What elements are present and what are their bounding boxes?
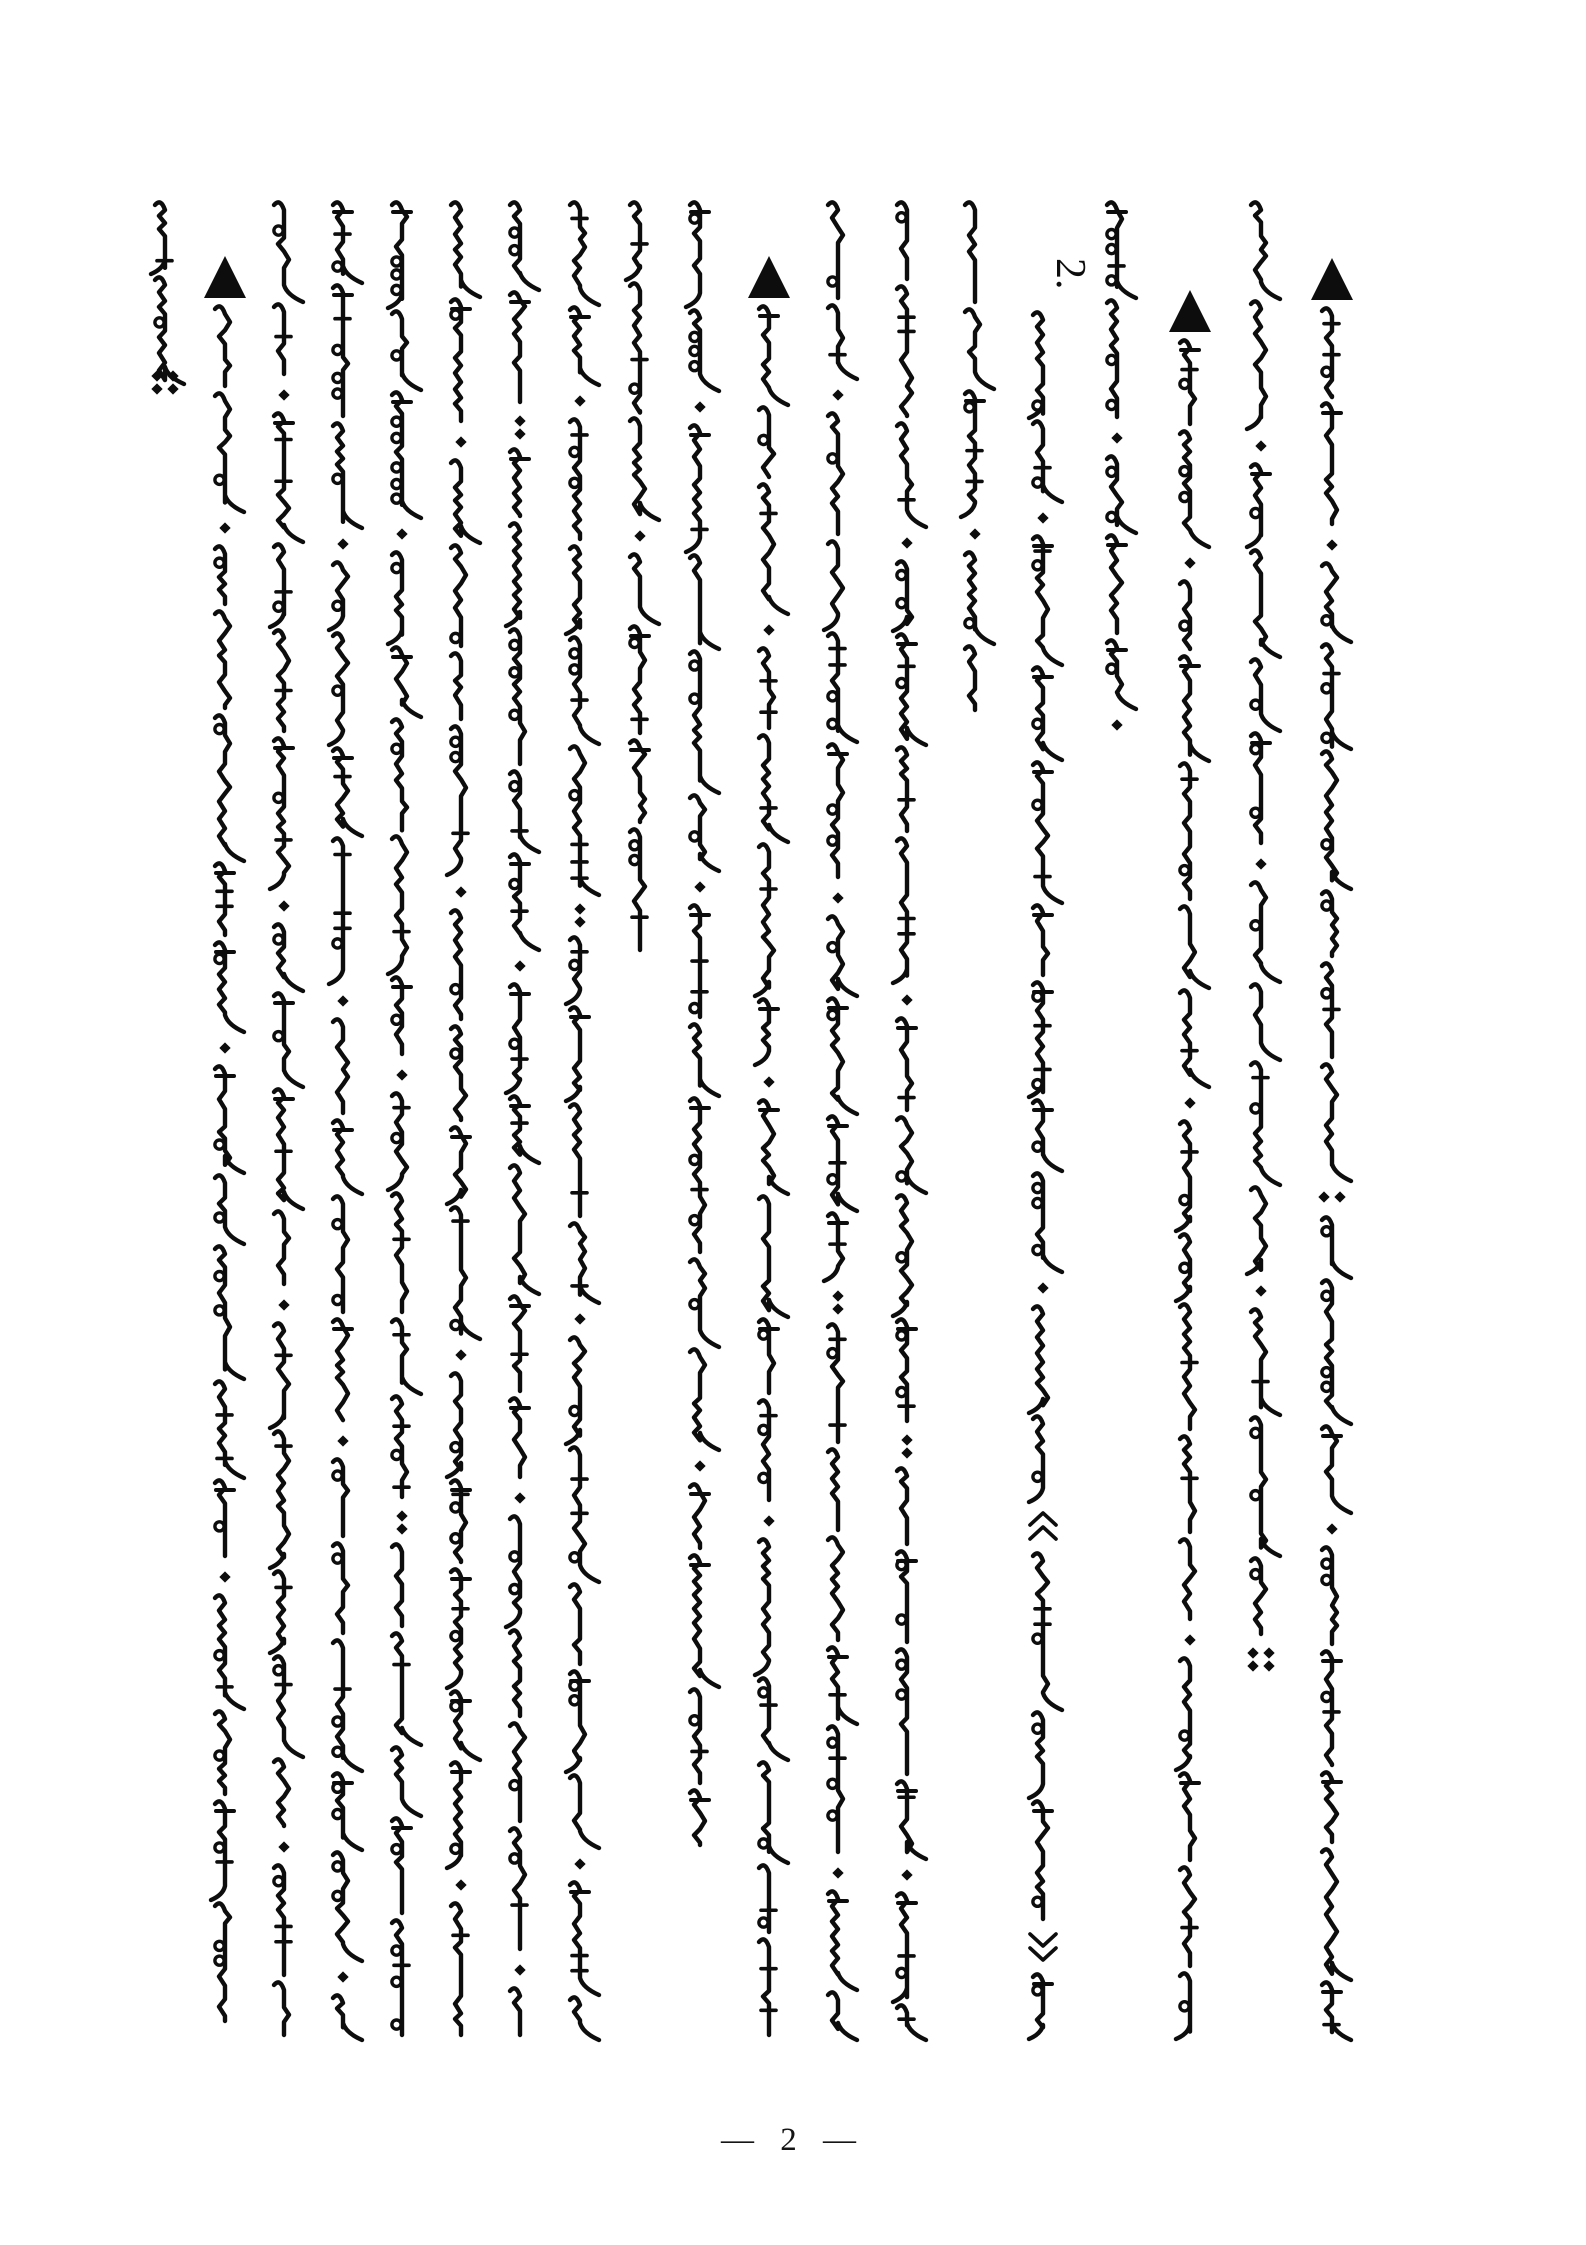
text-column-col-13 bbox=[893, 202, 926, 2040]
item-number-label: 2. bbox=[1047, 258, 1093, 290]
bullet-triangle-icon bbox=[748, 256, 790, 298]
text-column-col-17 bbox=[1169, 290, 1211, 2039]
text-column-col-16 bbox=[1107, 202, 1136, 730]
text-column-col-18 bbox=[1247, 202, 1280, 1671]
text-column-col-7 bbox=[506, 202, 539, 2035]
text-column-col-4 bbox=[329, 202, 362, 2040]
text-column-col-9 bbox=[626, 202, 659, 950]
text-column-col-15 bbox=[1029, 258, 1093, 2039]
page-number: — 2 — bbox=[721, 2122, 865, 2158]
bullet-triangle-icon bbox=[1311, 258, 1353, 300]
text-column-col-12 bbox=[824, 202, 857, 2040]
text-column-col-6 bbox=[447, 202, 480, 2035]
text-column-col-3 bbox=[270, 202, 303, 2035]
text-column-col-2 bbox=[204, 256, 246, 2021]
text-column-col-8 bbox=[566, 202, 599, 2040]
bullet-triangle-icon bbox=[1169, 290, 1211, 332]
text-column-col-1 bbox=[151, 202, 184, 394]
text-column-col-11 bbox=[748, 256, 790, 2035]
text-column-col-19 bbox=[1311, 258, 1353, 2040]
text-column-col-5 bbox=[388, 202, 421, 2035]
text-column-col-10 bbox=[686, 202, 719, 1845]
text-column-col-14 bbox=[961, 202, 994, 710]
bullet-triangle-icon bbox=[204, 256, 246, 298]
